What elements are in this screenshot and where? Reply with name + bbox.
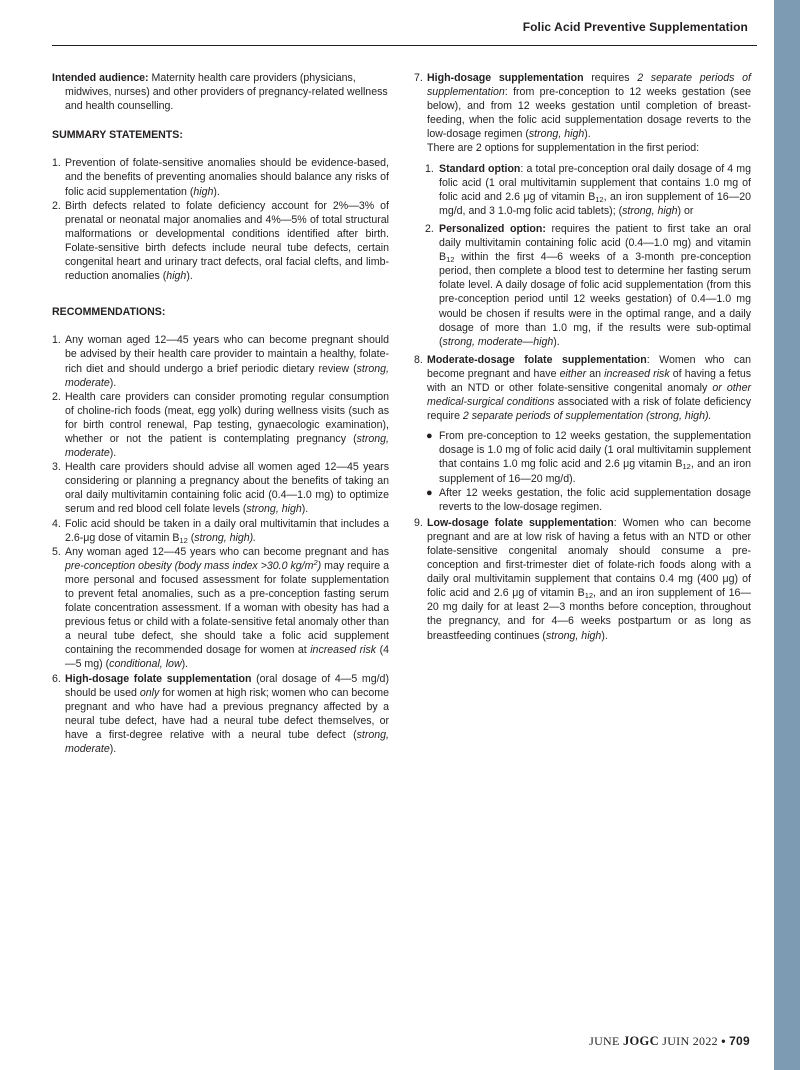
evidence-grade: strong, moderate—high [442, 335, 554, 348]
evidence-grade: strong, high [246, 503, 302, 516]
item-number: 6. [52, 672, 61, 685]
item-text: ( [187, 531, 195, 544]
item-text: : Women who can become pregnant and are at low risk of having a fetus with an NTD or other folate-sensitive congenital anomaly should consume a pre-conception and first-trimester diet of folate-rich foods along with a daily oral multivitamin supplement that contains 0.4 mg (400 μg) of folic acid and 2.6 μg of vitamin B [427, 516, 751, 600]
page-number: 709 [729, 1034, 750, 1048]
summary-item [52, 199, 389, 284]
item-text: , and an iron supplement of 16—20 mg/d). [439, 458, 751, 485]
audience-label: Intended audience: [52, 72, 149, 84]
italic-text: or other medical-surgical conditions [427, 381, 751, 409]
item-text: (4—5 mg) ( [65, 644, 389, 671]
item-number: 2. [52, 390, 61, 403]
item-number: 3. [52, 461, 61, 474]
recommendation-7 [414, 71, 751, 349]
bold-term: High-dosage supplementation [427, 72, 584, 84]
item-number: 5. [52, 545, 61, 558]
item-end: ). [213, 185, 220, 198]
item-text: may require a more personal and focused assessment for folate supplementation to prevent fetal anomalies, such as a pre-conception fasting serum folate concentration assessment. If a woman with obesity has had a previous fetus or child with a folate-sensitive fetal anomaly other than a neural tube defect, she should take a folic acid supplement containing the recommended dosage for women at [65, 559, 389, 657]
moderate-dosage-bullets [414, 429, 751, 514]
item-text: Health care providers can consider promoting regular consumption of choline-rich foods (meat, egg yolk) during wellness visits (such as for birth control renewal, Pap testing, gynaecologic examination), whether or not the patient is contemplating pregnancy ( [65, 390, 389, 445]
left-column [52, 71, 389, 756]
item-number: 7. [414, 72, 423, 84]
bold-term: Standard option [439, 162, 521, 175]
italic-text: 2 separate periods of supplementation (strong, high). [462, 410, 712, 423]
subscript: 12 [682, 462, 691, 472]
recommendation-8 [414, 353, 751, 514]
item-number: 1. [52, 334, 61, 347]
item-number: 8. [414, 353, 423, 366]
item-end: ). [601, 629, 608, 642]
item-text: Any woman aged 12—45 years who can become pregnant should be advised by their health care provider to maintain a healthy, folate-rich diet and should undergo a brief periodic dietary review ( [65, 334, 389, 375]
audience-text: Maternity health care providers (physicians, midwives, nurses) and other providers of pregnancy-related wellness and health counselling. [65, 72, 388, 113]
intended-audience [52, 71, 389, 113]
bold-term: Personalized option: [439, 222, 546, 235]
bullet-item [414, 486, 751, 514]
item-text: of having a fetus with an NTD or other folate-sensitive congenital anomaly [427, 367, 752, 394]
evidence-grade: strong, moderate [65, 728, 389, 756]
item-end: ). [109, 743, 117, 756]
item-text: , and an iron supplement of 16—20 mg daily for at least 2—3 months before conception, throughout the pregnancy, and for 4—6 weeks postpartum or as long as breastfeeding continues ( [427, 587, 751, 642]
bold-term: Moderate-dosage folate supplementation [427, 353, 647, 366]
item-end: ) or [677, 204, 694, 217]
recommendations-heading: RECOMMENDATIONS: [52, 306, 166, 319]
footer-month: JUNE [589, 1034, 620, 1048]
bold-term: Low-dosage folate supplementation [427, 516, 614, 529]
options-intro: There are 2 options for supplementation in the first period: [427, 142, 700, 155]
right-column [414, 71, 751, 643]
footer-bullet: • [721, 1034, 726, 1048]
header-rule [52, 45, 757, 46]
item-text: an [586, 367, 605, 380]
bullet-icon: ● [426, 486, 433, 499]
page-footer [589, 1034, 750, 1048]
recommendation-1 [52, 333, 389, 389]
item-text: Birth defects related to folate deficiency account for 2%—3% of prenatal or neonatal major anomalies and 4%—5% of total structural malformations or developmental conditions identified after birth. Folate-sensitive birth defects include neural tube defects, certain congenital heart and urinary tract defects, oral facial clefts, and limb-reduction anomalies ( [65, 199, 389, 283]
italic-text: 2 separate periods of supplementation [427, 72, 751, 99]
item-number: 1. [425, 162, 434, 175]
subscript: 12 [584, 591, 594, 601]
item-text: : from pre-conception to 12 weeks gestation (see below), and from 12 weeks gestation until completion of breast-feeding, when the folic acid supplementation dosage reverts to the low-dosage regimen ( [427, 86, 751, 141]
superscript: 2 [313, 557, 318, 567]
item-text: : a total pre-conception oral daily dosage of 4 mg folic acid (1 oral multivitamin supplement that contains 1.0 mg of folic acid and 2.6 μg of vitamin B [439, 162, 751, 203]
subscript: 12 [446, 255, 455, 265]
item-text: (oral dosage of 4—5 mg/d) should be used [65, 672, 389, 699]
item-end: ). [553, 335, 560, 348]
bullet-item [414, 429, 751, 485]
item-text: , an iron supplement of 16—20 mg/d, and 3 1.0-mg folic acid tablets); ( [439, 190, 752, 217]
item-text: Folic acid should be taken in a daily oral multivitamin that includes a 2.6-μg dose of vitamin B [65, 517, 389, 544]
item-text: : Women who can become pregnant and have [427, 353, 751, 380]
item-text: requires the patient to first take an oral daily multivitamin containing folic acid (0.4—1.0 mg) and vitamin B [439, 222, 751, 264]
subscript: 12 [595, 194, 604, 204]
footer-month-fr: JUIN 2022 [662, 1034, 718, 1048]
evidence-grade: high [166, 270, 187, 283]
item-text: Any woman aged 12—45 years who can become pregnant and has [65, 545, 389, 558]
subscript: 12 [179, 535, 188, 545]
item-end: ). [109, 376, 117, 389]
item-text: associated with a risk of folate deficiency require [427, 396, 751, 423]
item-text: Prevention of folate-sensitive anomalies should be evidence-based, and the benefits of preventing anomalies should balance any risks of folic acid supplementation ( [65, 157, 389, 198]
running-header-title: Folic Acid Preventive Supplementation [522, 20, 748, 34]
bold-term: High-dosage folate supplementation [65, 672, 252, 685]
side-color-strip [774, 0, 800, 1070]
item-end: ). [301, 503, 309, 516]
item-end: ). [186, 270, 193, 283]
summary-list [52, 156, 389, 283]
item-text: within the first 4—6 weeks of a 3-month pre-conception period, then complete a blood test to determine her fasting serum folate level. A daily dosage of folic acid supplementation (from this pre-conception period until 12 weeks gestation) of 0.4—1.0 mg would be chosen if results were in the optimal range, and a daily dosage of more than 1.0 mg, if the results were sub-optimal ( [439, 251, 751, 348]
item-text: Health care providers should advise all women aged 12—45 years considering or planning a pregnancy about the benefits of taking an oral daily multivitamin containing folic acid (0.4—1.0 mg) to optimize serum and red blood cell folate levels ( [65, 461, 389, 516]
item-end: ). [109, 447, 117, 460]
item-number: 1. [52, 157, 61, 170]
italic-text: either [559, 367, 587, 380]
recommendations-list-right [414, 71, 751, 643]
evidence-grade: strong, high [528, 128, 585, 141]
personalized-option [414, 222, 751, 349]
item-end: ). [181, 658, 189, 671]
summary-item [52, 156, 389, 198]
italic-text: increased risk [310, 644, 377, 657]
item-text: for women at high risk; women who can become pregnant and who have had a previous pregnancy affected by a neural tube defect, have had a neural tube defect themselves, or have a first-degree relative with a neural tube defect ( [65, 686, 390, 741]
evidence-grade: strong, moderate [65, 362, 389, 389]
recommendation-5 [52, 545, 389, 672]
item-text: After 12 weeks gestation, the folic acid supplementation dosage reverts to the low-dosage regimen. [439, 486, 751, 513]
evidence-grade: strong, high [622, 204, 678, 217]
evidence-grade: strong, moderate [65, 432, 389, 460]
item-number: 2. [425, 222, 434, 235]
item-number: 2. [52, 199, 61, 212]
item-text: requires [583, 72, 638, 84]
item-text: From pre-conception to 12 weeks gestation, the supplementation dosage is 1.0 mg of folic acid daily (1 oral multivitamin supplement that contains 1.0 mg folic acid and 2.6 μg vitamin B [439, 430, 751, 471]
italic-text: only [139, 686, 160, 699]
evidence-grade: strong, high). [194, 531, 257, 544]
recommendation-9 [414, 516, 751, 643]
evidence-grade: strong, high [545, 629, 602, 642]
recommendations-list-left [52, 333, 389, 756]
item-number: 9. [414, 516, 423, 529]
italic-text: increased risk [604, 367, 670, 380]
footer-journal: JOGC [622, 1034, 659, 1048]
evidence-grade: conditional, low [109, 658, 182, 671]
item-end: ). [584, 128, 591, 141]
recommendation-3 [52, 460, 389, 516]
recommendation-6 [52, 672, 389, 757]
options-list [414, 162, 751, 349]
recommendation-2 [52, 390, 389, 460]
summary-heading: SUMMARY STATEMENTS: [52, 129, 183, 142]
italic-text: ) [317, 559, 322, 572]
item-number: 4. [52, 517, 61, 530]
evidence-grade: high [193, 185, 214, 198]
italic-text: pre-conception obesity (body mass index >30.0 kg/m [65, 559, 314, 572]
standard-option [414, 162, 751, 218]
bullet-icon: ● [426, 430, 433, 443]
recommendation-4 [52, 517, 389, 545]
